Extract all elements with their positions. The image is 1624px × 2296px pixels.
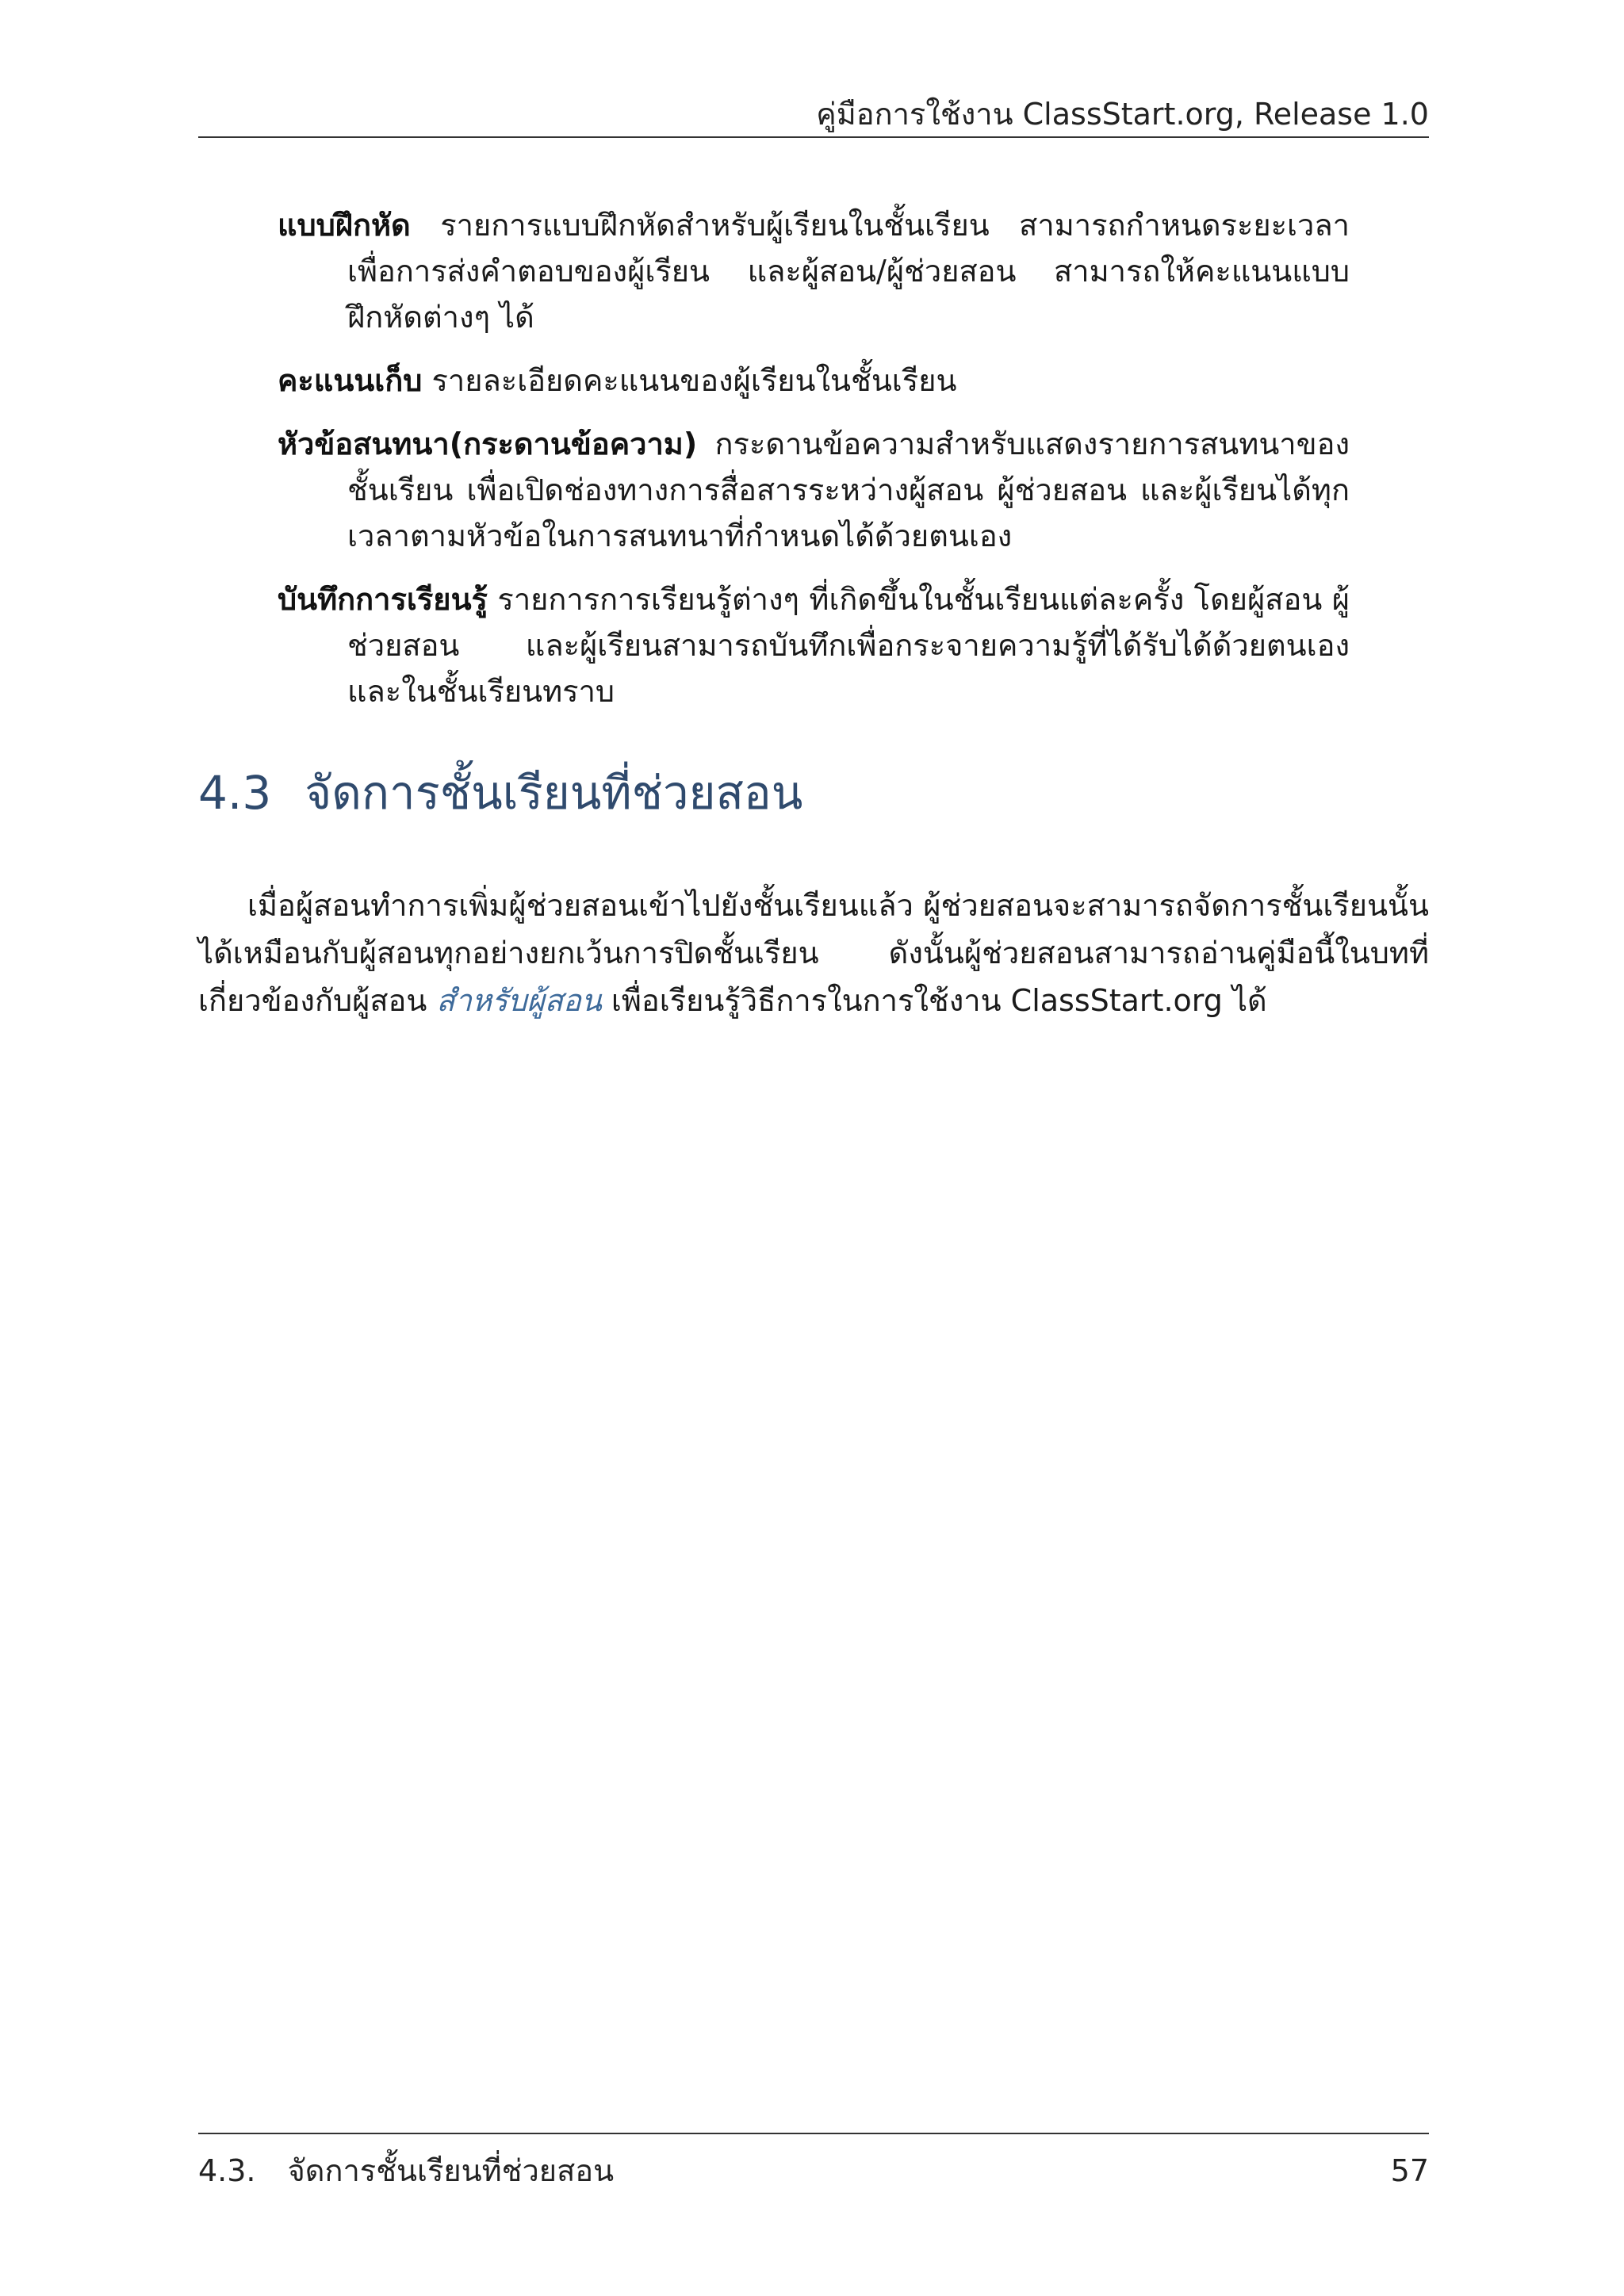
definition-term: คะแนนเก็บ xyxy=(278,363,423,398)
footer-rule xyxy=(198,2133,1429,2134)
definition-item-exercises xyxy=(278,202,1350,340)
definition-item-scores xyxy=(278,358,1350,404)
section-number: 4.3 xyxy=(198,766,272,820)
paragraph-text-before: เมื่อผู้สอนทำการเพิ่มผู้ช่วยสอนเข้าไปยังชั้นเรียนแล้ว ผู้ช่วยสอนจะสามารถจัดการชั้นเรียนนั้นได้เหมือนกับผู้สอนทุกอย่างยกเว้นการปิดชั้นเรียน ดังนั้นผู้ช่วยสอนสามารถอ่านคู่มือนี้ในบทที่เกี่ยวข้องกับผู้สอน xyxy=(198,888,1429,1018)
section-heading xyxy=(198,761,802,825)
footer-section-title: จัดการชั้นเรียนที่ช่วยสอน xyxy=(287,2153,615,2188)
definition-description: รายการการเรียนรู้ต่างๆ ที่เกิดขึ้นในชั้นเรียนแต่ละครั้ง โดยผู้สอน ผู้ช่วยสอน และผู้เรียนสามารถบันทึกเพื่อกระจายความรู้ที่ได้รับได้ด้วยตนเอง และในชั้นเรียนทราบ xyxy=(347,582,1350,709)
definition-item-discussion xyxy=(278,421,1350,559)
definition-term: หัวข้อสนทนา(กระดานข้อความ) xyxy=(278,427,698,461)
section-title: จัดการชั้นเรียนที่ช่วยสอน xyxy=(304,766,803,820)
definition-list xyxy=(278,202,1350,732)
footer-section xyxy=(198,2149,614,2193)
definition-item-learning-log xyxy=(278,576,1350,714)
footer-section-number: 4.3. xyxy=(198,2153,256,2188)
page-number: 57 xyxy=(1390,2153,1429,2188)
definition-description: รายการแบบฝึกหัดสำหรับผู้เรียนในชั้นเรียน สามารถกำหนดระยะเวลาเพื่อการส่งคำตอบของผู้เรียน และผู้สอน/ผู้ช่วยสอน สามารถให้คะแนนแบบฝึกหัดต่างๆ ได้ xyxy=(347,208,1350,335)
header-rule xyxy=(198,136,1429,138)
definition-term: แบบฝึกหัด xyxy=(278,208,411,243)
definition-term: บันทึกการเรียนรู้ xyxy=(278,582,488,617)
definition-description: รายละเอียดคะแนนของผู้เรียนในชั้นเรียน xyxy=(431,363,957,398)
running-header: คู่มือการใช้งาน ClassStart.org, Release 1.0 xyxy=(816,97,1429,132)
body-paragraph xyxy=(198,882,1429,1024)
paragraph-text-after: เพื่อเรียนรู้วิธีการในการใช้งาน ClassStart.org ได้ xyxy=(601,983,1267,1018)
definition-description: กระดานข้อความสำหรับแสดงรายการสนทนาของชั้นเรียน เพื่อเปิดช่องทางการสื่อสารระหว่างผู้สอน ผู้ช่วยสอน และผู้เรียนได้ทุกเวลาตามหัวข้อในการสนทนาที่กำหนดได้ด้วยตนเอง xyxy=(347,427,1350,553)
for-instructors-link[interactable]: สำหรับผู้สอน xyxy=(436,983,602,1018)
